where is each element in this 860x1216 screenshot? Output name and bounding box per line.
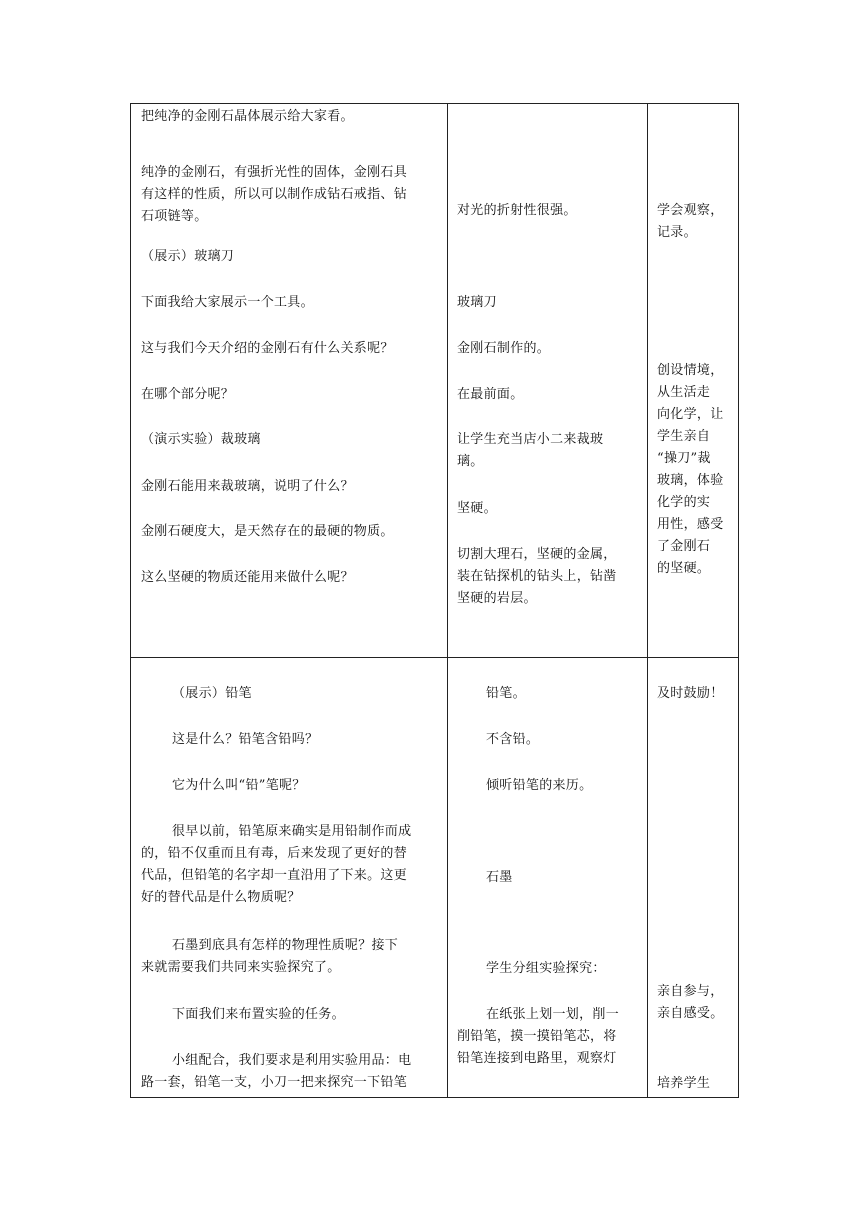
r1-teacher-p3: （展示）玻璃刀 [141, 249, 235, 264]
r2-teacher-p7: 小组配合，我们要求是利用实验用品：电 路一套，铅笔一支，小刀一把来探究一下铅笔 [141, 1053, 412, 1090]
r2-teacher-p1: （展示）铅笔 [172, 686, 252, 701]
r1-teacher-p7: （演示实验）裁玻璃 [141, 432, 261, 447]
r1-intent-p1: 学会观察， 记录。 [657, 203, 724, 240]
r1-student-p1: 对光的折射性很强。 [457, 203, 577, 218]
r1-teacher-p2: 纯净的金刚石，有强折光性的固体，金刚石具 有这样的性质，所以可以制作成钻石戒指、钻 石项链等。 [141, 165, 408, 224]
r1-teacher-p9: 金刚石硬度大，是天然存在的最硬的物质。 [141, 524, 394, 539]
r2-intent-p2: 亲自参与， 亲自感受。 [657, 984, 724, 1021]
r1-teacher-p10: 这么坚硬的物质还能用来做什么呢？ [141, 570, 354, 585]
r1-teacher-p5: 这与我们今天介绍的金刚石有什么关系呢？ [141, 341, 394, 356]
r2-student-p2: 不含铅。 [486, 732, 540, 747]
r1-teacher-p1: 把纯净的金刚石晶体展示给大家看。 [141, 109, 354, 124]
r2-intent-p1: 及时鼓励！ [657, 686, 724, 701]
column-divider-2 [647, 103, 648, 1098]
r1-student-p5: 让学生充当店小二来裁玻 璃。 [457, 432, 604, 469]
r1-student-p7: 切割大理石，坚硬的金属， 装在钻探机的钻头上，钻凿 坚硬的岩层。 [457, 547, 617, 606]
r2-student-p5: 学生分组实验探究： [486, 961, 606, 976]
r1-teacher-p8: 金刚石能用来裁玻璃，说明了什么？ [141, 479, 354, 494]
table-border-left [130, 103, 131, 1098]
r1-student-p3: 金刚石制作的。 [457, 341, 551, 356]
r1-teacher-p4: 下面我给大家展示一个工具。 [141, 295, 314, 310]
r2-teacher-p2: 这是什么？铅笔含铅吗？ [172, 732, 319, 747]
r1-teacher-p6: 在哪个部分呢？ [141, 387, 235, 402]
table-border-right [738, 103, 739, 1098]
r2-intent-p3: 培养学生 [657, 1076, 711, 1091]
r1-intent-p2: 创设情境， 从生活走 向化学，让 学生亲自 “操刀”裁 玻璃，体验 化学的实 用性，感受 了金刚石 的坚硬。 [657, 363, 724, 576]
r2-student-p3: 倾听铅笔的来历。 [486, 778, 593, 793]
r1-student-p4: 在最前面。 [457, 387, 524, 402]
r2-teacher-p6: 下面我们来布置实验的任务。 [172, 1007, 345, 1022]
r2-student-p6: 在纸张上划一划，削一 削铅笔，摸一摸铅笔芯，将 铅笔连接到电路里，观察灯 [457, 1007, 620, 1066]
lesson-plan-table [130, 103, 739, 1098]
column-divider-1 [447, 103, 448, 1098]
r2-teacher-p3: 它为什么叫“铅”笔呢？ [172, 778, 306, 793]
r2-student-p4: 石墨 [486, 870, 513, 885]
r1-student-p6: 坚硬。 [457, 501, 497, 516]
r2-teacher-p4: 很早以前，铅笔原来确实是用铅制作而成 的，铅不仅重而且有毒，后来发现了更好的替 代品，但铅笔的名字却一直沿用了下来。这更 好的替代品是什么物质呢？ [141, 824, 412, 905]
r2-student-p1: 铅笔。 [486, 686, 526, 701]
r2-teacher-p5: 石墨到底具有怎样的物理性质呢？接下 来就需要我们共同来实验探究了。 [141, 938, 399, 975]
r1-student-p2: 玻璃刀 [457, 295, 497, 310]
